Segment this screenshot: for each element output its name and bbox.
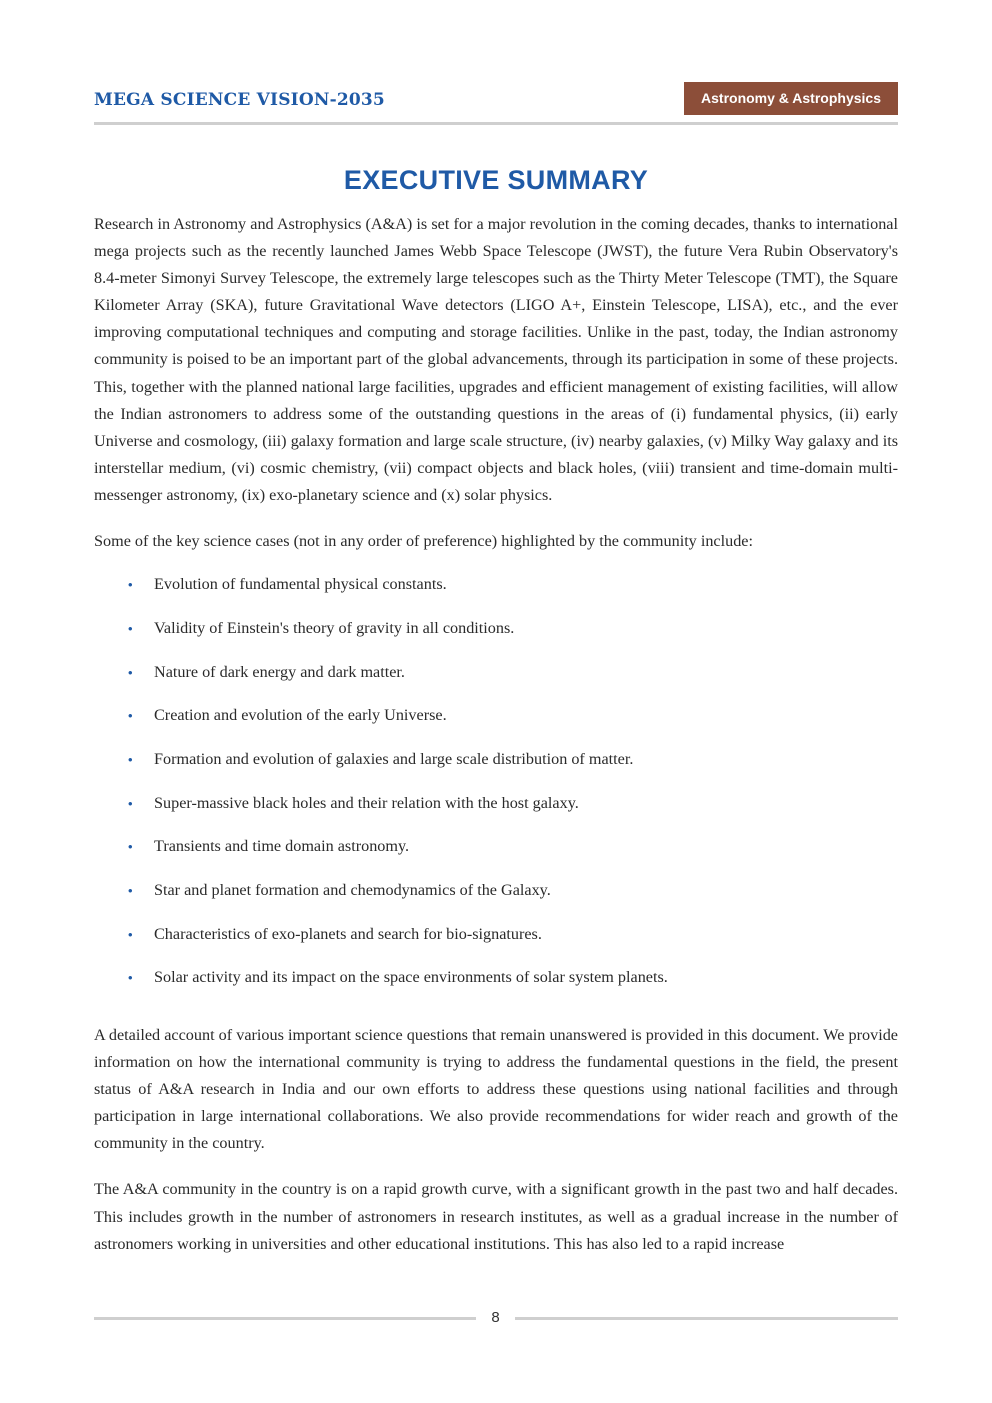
bullet-icon: • <box>128 620 133 636</box>
list-item <box>94 964 898 1008</box>
page-heading: EXECUTIVE SUMMARY <box>343 165 649 195</box>
intro-paragraph: Research in Astronomy and Astrophysics (A&A) is set for a major revolution in the coming decades, thanks to international mega projects such as the recently launched James Webb Space Telescope (JWST), the future Vera Rubin Observatory's 8.4-meter Simonyi Survey Telescope, the extremely large telescopes such as the Thirty Meter Telescope (TMT), the Square Kilometer Array (SKA), future Gravitational Wave detectors (LIGO A+, Einstein Telescope, LISA), etc., and the ever improving computational techniques and computing and storage facilities. Unlike in the past, today, the Indian astronomy community is poised to be an important part of the global advancements, through its participation in some of these projects. This, together with the planned national large facilities, upgrades and efficient management of existing facilities, will allow the Indian astronomers to address some of the outstanding questions in the areas of (i) fundamental physics, (ii) early Universe and cosmology, (iii) galaxy formation and large scale structure, (iv) nearby galaxies, (v) Milky Way galaxy and its interstellar medium, (vi) cosmic chemistry, (vii) compact objects and black holes, (viii) transient and time-domain multi-messenger astronomy, (ix) exo-planetary science and (x) solar physics. <box>94 215 898 504</box>
list-item-text: Solar activity and its impact on the space environments of solar system planets. <box>154 968 668 987</box>
list-item <box>94 833 898 877</box>
list-item-text: Transients and time domain astronomy. <box>154 837 410 856</box>
footer-divider-left <box>94 1317 476 1320</box>
list-item-text: Formation and evolution of galaxies and large scale distribution of matter. <box>154 749 634 768</box>
list-item-text: Star and planet formation and chemodynamics of the Galaxy. <box>154 880 551 899</box>
account-paragraph: A detailed account of various important science questions that remain unanswered is provided in this document. We provide information on how the international community is trying to address the fundamental questions in the field, the present status of A&A research in India and our own efforts to address these questions using national facilities and through participation in large international collaborations. We also provide recommendations for wider reach and growth of the community in the country. <box>94 1026 898 1153</box>
list-item-text: Evolution of fundamental physical constants. <box>154 575 447 594</box>
list-item <box>94 615 898 659</box>
bullet-icon: • <box>128 795 133 811</box>
list-item <box>94 877 898 921</box>
header-divider <box>94 122 898 125</box>
bullet-icon: • <box>128 970 133 986</box>
document-title: MEGA SCIENCE VISION-2035 <box>94 90 385 110</box>
bullet-icon: • <box>128 751 133 767</box>
bullet-icon: • <box>128 577 133 593</box>
list-item-text: Creation and evolution of the early Universe. <box>154 706 447 725</box>
page-number: 8 <box>491 1309 500 1326</box>
bullet-icon: • <box>128 839 133 855</box>
list-item <box>94 921 898 965</box>
list-item-text: Validity of Einstein's theory of gravity in all conditions. <box>154 618 515 637</box>
bullet-icon: • <box>128 708 133 724</box>
list-item <box>94 746 898 790</box>
list-item <box>94 790 898 834</box>
list-item-text: Characteristics of exo-planets and search for bio-signatures. <box>154 924 542 943</box>
bullet-icon: • <box>128 882 133 898</box>
list-item-text: Nature of dark energy and dark matter. <box>154 662 405 681</box>
list-item-text: Super-massive black holes and their relation with the host galaxy. <box>154 793 579 812</box>
list-item <box>94 702 898 746</box>
bullet-icon: • <box>128 664 133 680</box>
footer-divider-right <box>515 1317 898 1320</box>
cases-lead-paragraph: Some of the key science cases (not in any order of preference) highlighted by the community include: <box>94 532 753 551</box>
section-tag: Astronomy & Astrophysics <box>684 82 898 115</box>
growth-paragraph: The A&A community in the country is on a rapid growth curve, with a significant growth in the past two and half decades. This includes growth in the number of astronomers in research institutes, as well as a gradual increase in the number of astronomers working in universities and other educational institutions. This has also led to a rapid increase <box>94 1180 898 1253</box>
list-item <box>94 659 898 703</box>
page-header <box>94 82 898 116</box>
list-item <box>94 571 898 615</box>
bullet-icon: • <box>128 926 133 942</box>
main-content <box>94 211 898 1258</box>
science-cases-list <box>94 571 898 1008</box>
